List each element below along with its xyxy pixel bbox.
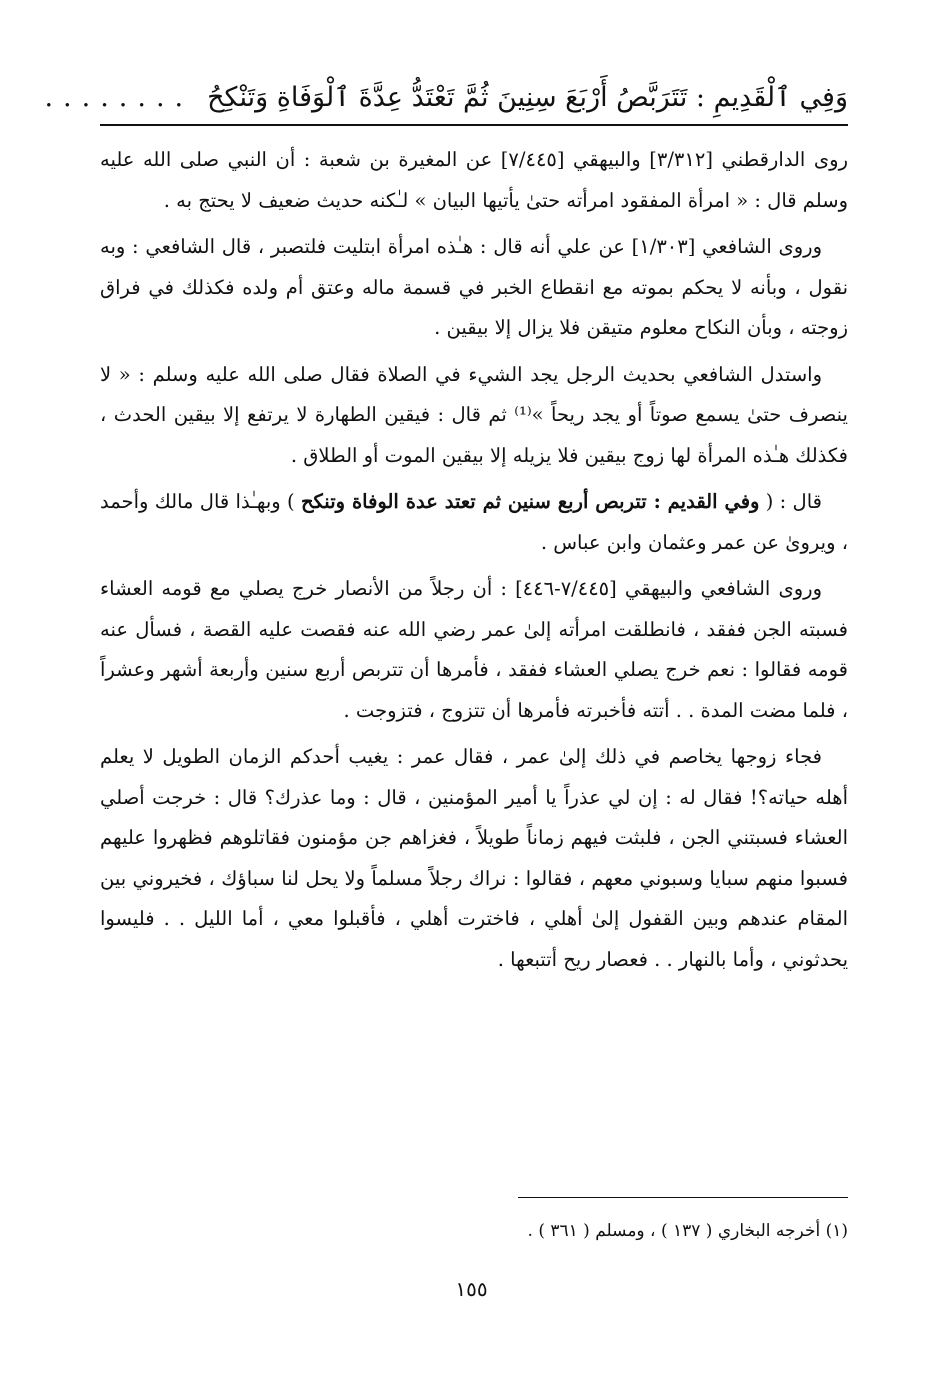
paragraph-4-intro: قال : ( bbox=[759, 490, 822, 513]
running-header bbox=[44, 52, 848, 118]
header-divider bbox=[100, 124, 848, 126]
paragraph-6: فجاء زوجها يخاصم في ذلك إلىٰ عمر ، فقال عمر : يغيب أحدكم الزمان الطويل لا يعلم أهله حياته؟! فقال له : إن لي عذراً يا أمير المؤمنين ، قال : وما عذرك؟ قال : خرجت أصلي العشاء فسبتني الجن ، فلبثت فيهم زماناً طويلاً ، فغزاهم جن مؤمنون فقاتلوهم فظهروا عليهم فسبوا منهم سبايا وسبوني معهم ، فقالوا : نراك رجلاً مسلماً ولا يحل لنا سباؤك ، فخيروني بين المقام عندهم وبين القفول إلىٰ أهلي ، فاخترت أهلي ، فأقبلوا معي ، أما الليل . . فليسوا يحدثوني ، وأما بالنهار . . فعصار ريح أتتبعها . bbox=[100, 745, 848, 971]
main-text bbox=[100, 140, 848, 986]
matn-quote: وفي القديم : تتربص أربع سنين ثم تعتد عدة الوفاة وتنكح bbox=[300, 490, 760, 513]
footnote: (١) أخرجه البخاري ( ١٣٧ ) ، ومسلم ( ٣٦١ ) . bbox=[527, 1221, 848, 1241]
paragraph-2: وروى الشافعي [١/٣٠٣] عن علي أنه قال : هـٰذه امرأة ابتليت فلتصبر ، قال الشافعي : وبه نقول ، وبأنه لا يحكم بموته مع انقطاع الخبر في قسمة ماله وعتق أم ولده فكذلك في فراق زوجته ، وبأن النكاح معلوم متيقن فلا يزال إلا بيقين . bbox=[100, 235, 848, 339]
paragraph-4-rest: ) وبهـٰذا قال مالك وأحمد ، ويروىٰ عن عمر وعثمان وابن عباس . bbox=[100, 490, 848, 554]
footnote-divider bbox=[518, 1197, 848, 1198]
paragraph-1: روى الدارقطني [٣/٣١٢] والبيهقي [٧/٤٤٥] عن المغيرة بن شعبة : أن النبي صلى الله عليه وسلم قال : « امرأة المفقود امرأته حتىٰ يأتيها البيان » لـٰكنه حديث ضعيف لا يحتج به . bbox=[100, 148, 848, 212]
page-number: ١٥٥ bbox=[455, 1277, 488, 1301]
header-title: وَفِي ٱلْقَدِيمِ : تَتَرَبَّصُ أَرْبَعَ سِنِينَ ثُمَّ تَعْتَدُّ عِدَّةَ ٱلْوَفَاةِ وَتَنْكِحُ bbox=[207, 81, 848, 113]
paragraph-4 bbox=[100, 482, 848, 563]
header-leader-dots: ........ bbox=[44, 81, 194, 113]
paragraph-3: واستدل الشافعي بحديث الرجل يجد الشيء في الصلاة فقال صلى الله عليه وسلم : « لا ينصرف حتىٰ يسمع صوتاً أو يجد ريحاً »⁽¹⁾ ثم قال : فيقين الطهارة لا يرتفع إلا بيقين الحدث ، فكذلك هـٰذه المرأة لها زوج بيقين فلا يزيله إلا بيقين الموت أو الطلاق . bbox=[100, 362, 848, 467]
paragraph-5: وروى الشافعي والبيهقي [٧/٤٤٥-٤٤٦] : أن رجلاً من الأنصار خرج يصلي مع قومه العشاء فسبته الجن ففقد ، فانطلقت امرأته إلىٰ عمر رضي الله عنه فقصت عليه القصة ، فسأل عنه قومه فقالوا : نعم خرج يصلي العشاء ففقد ، فأمرها أن تتربص أربع سنين وأربعة أشهر وعشراً ، فلما مضت المدة . . أتته فأخبرته فأمرها أن تتزوج ، فتزوجت . bbox=[100, 577, 848, 722]
